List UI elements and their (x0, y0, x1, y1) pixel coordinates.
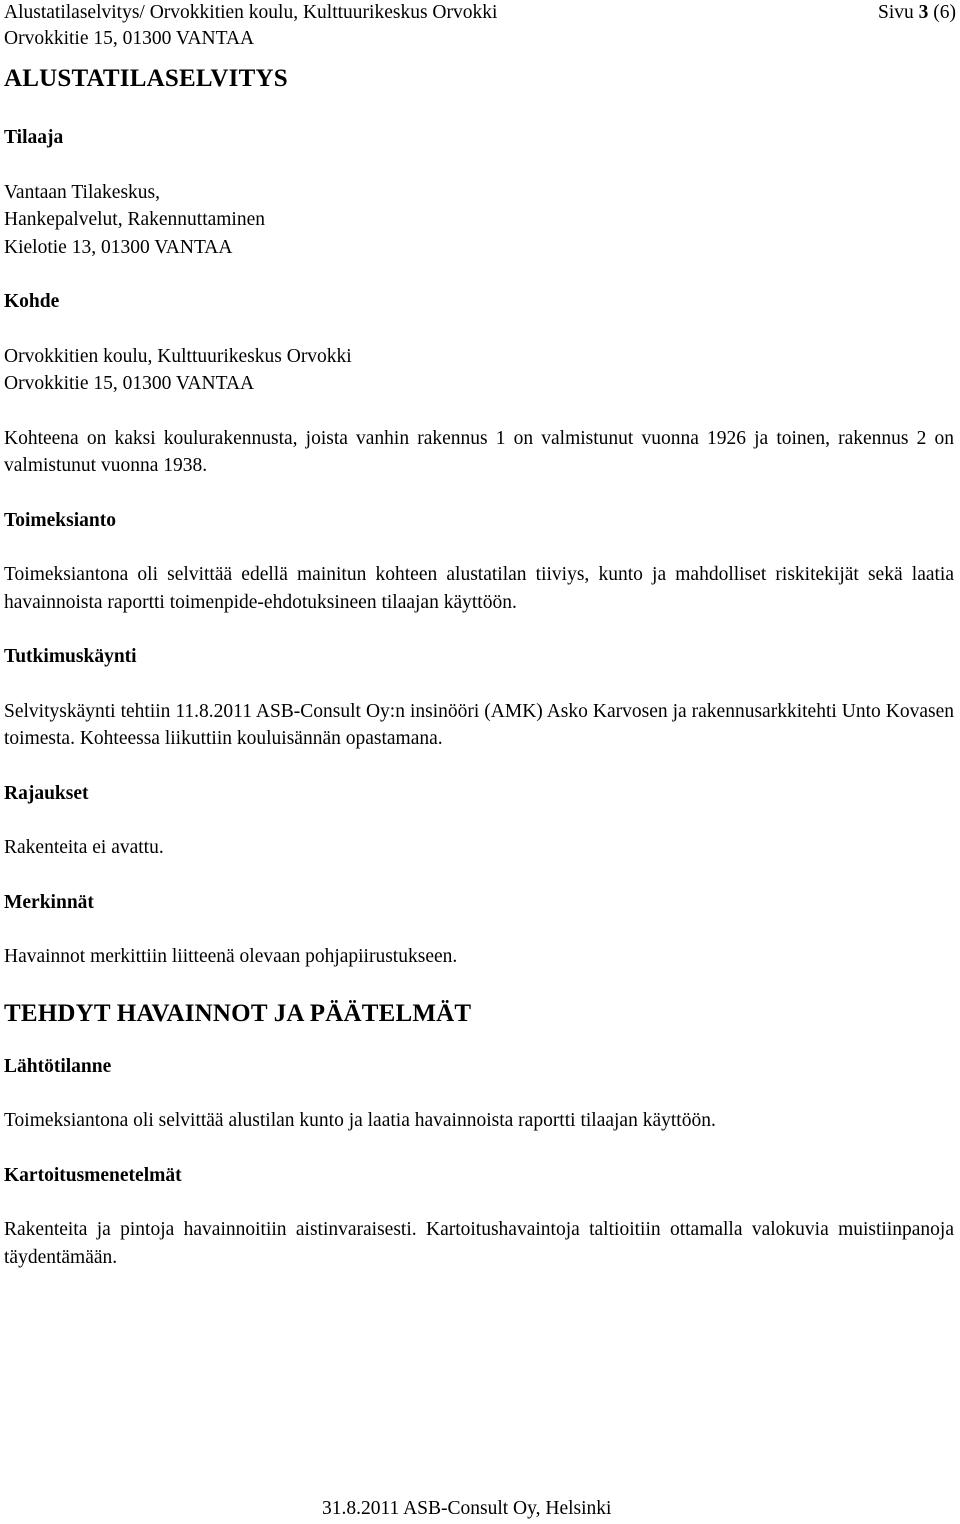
markings-text: Havainnot merkittiin liitteenä olevaan pohjapiirustukseen. (4, 946, 458, 967)
visit-heading: Tutkimuskäynti (4, 646, 137, 667)
client-line: Vantaan Tilakeskus, (4, 181, 160, 203)
assignment-text: Toimeksiantona oli selvittää edellä mainitun kohteen alustatilan tiiviys, kunto ja mahdolliset riskitekijät sekä laatia havainnoista raportti toimenpide-ehdotuksineen tilaajan käyttöön. (4, 564, 954, 613)
document-body (4, 63, 954, 1271)
page-label: Sivu (877, 2, 914, 23)
document-title-line: Alustatilaselvitys/ Orvokkitien koulu, Kulttuurikeskus Orvokki (4, 2, 498, 23)
document-title: ALUSTATILASELVITYS (4, 65, 288, 92)
initial-state-heading: Lähtötilanne (4, 1055, 112, 1077)
findings-title: TEHDYT HAVAINNOT JA PÄÄTELMÄT (4, 999, 472, 1027)
limits-heading: Rajaukset (4, 782, 89, 804)
methods-heading: Kartoitusmenetelmät (4, 1164, 182, 1186)
client-line: Hankepalvelut, Rakennuttaminen (4, 209, 266, 230)
page-header (4, 0, 956, 52)
client-line: Kielotie 13, 01300 VANTAA (4, 236, 233, 258)
target-line: Orvokkitien koulu, Kulttuurikeskus Orvokki (4, 345, 352, 367)
methods-text: Rakenteita ja pintoja havainnoitiin aistinvaraisesti. Kartoitushavaintoja taltioitiin ottamalla valokuvia muistiinpanoja täydentämään. (4, 1219, 954, 1268)
target-heading: Kohde (4, 291, 60, 312)
client-address (4, 179, 954, 262)
limits-text: Rakenteita ei avattu. (4, 837, 164, 858)
target-address (4, 343, 954, 398)
initial-state-text: Toimeksiantona oli selvittää alustilan kunto ja laatia havainnoista raportti tilaajan käyttöön. (4, 1110, 716, 1131)
target-description: Kohteena on kaksi koulurakennusta, joista vanhin rakennus 1 on valmistunut vuonna 1926 ja toinen, rakennus 2 on valmistunut vuonna 1938. (4, 427, 954, 476)
page-current: 3 (918, 2, 929, 23)
markings-heading: Merkinnät (4, 891, 94, 913)
target-line: Orvokkitie 15, 01300 VANTAA (4, 373, 255, 394)
page-total: (6) (933, 2, 956, 23)
page-number (878, 0, 956, 26)
header-address-line: Orvokkitie 15, 01300 VANTAA (4, 28, 255, 49)
header-top-row (4, 0, 956, 26)
assignment-heading: Toimeksianto (4, 509, 116, 531)
visit-text: Selvityskäynti tehtiin 11.8.2011 ASB-Consult Oy:n insinööri (AMK) Asko Karvosen ja rakennusarkkitehti Unto Kovasen toimesta. Kohteessa liikuttiin kouluisännän opastamana. (4, 700, 954, 749)
client-heading: Tilaaja (4, 127, 64, 148)
footer-text: 31.8.2011 ASB-Consult Oy, Helsinki (322, 1498, 612, 1519)
